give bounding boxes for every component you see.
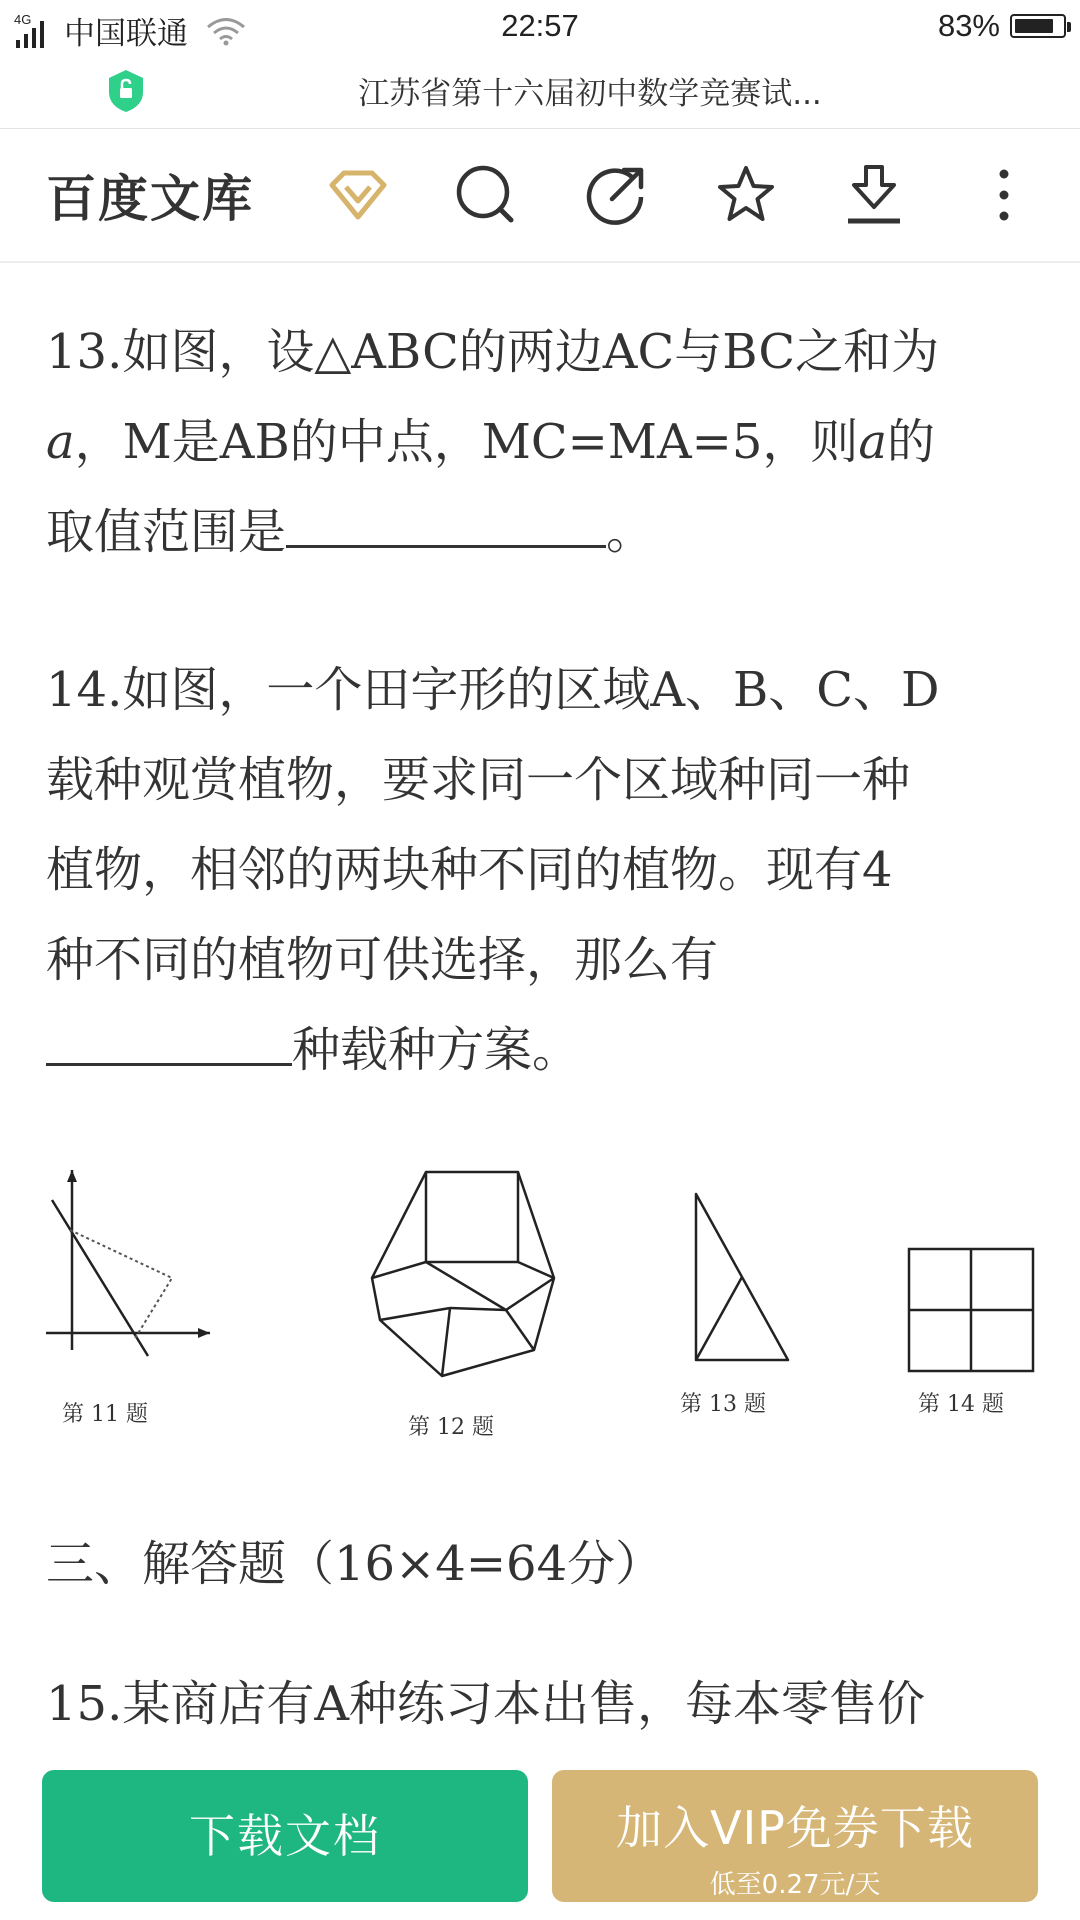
question-13 <box>46 307 1036 577</box>
vip-diamond-icon[interactable] <box>326 163 390 227</box>
download-document-button[interactable] <box>42 1770 528 1902</box>
q14-line-5 <box>46 1005 1036 1095</box>
app-header <box>0 129 1080 261</box>
q13-line-3-end: 。 <box>606 504 655 560</box>
search-icon[interactable] <box>454 163 518 227</box>
figure-14-caption: 第 14 题 <box>918 1392 1004 1417</box>
q13-line-2-text: ，M是AB的中点，MC=MA=5，则 <box>74 414 859 470</box>
download-button-label: 下载文档 <box>189 1809 381 1863</box>
figure-13-caption: 第 13 题 <box>680 1392 766 1417</box>
battery-icon <box>1010 14 1066 38</box>
carrier-name: 中国联通 <box>64 16 188 51</box>
vip-button-subtitle: 低至0.27元/天 <box>709 1870 881 1900</box>
download-icon[interactable] <box>842 163 906 227</box>
figure-11-caption: 第 11 题 <box>62 1402 148 1427</box>
network-type: 4G <box>14 11 32 27</box>
share-icon[interactable] <box>584 163 648 227</box>
answer-blank <box>286 495 606 548</box>
security-shield-icon[interactable] <box>106 68 146 114</box>
figures-row <box>0 1140 1080 1460</box>
status-bar <box>0 0 1080 56</box>
variable-a: a <box>46 414 75 470</box>
status-right <box>938 8 1066 44</box>
figure-14 <box>906 1246 1036 1376</box>
variable-a: a <box>858 414 888 470</box>
figure-12-caption: 第 12 题 <box>408 1415 494 1440</box>
vip-button-label: 加入VIP免券下载 <box>616 1801 974 1855</box>
q14-line-3: 植物，相邻的两块种不同的植物。现有4 <box>46 842 893 898</box>
answer-blank <box>46 1013 292 1066</box>
brand-logo: 百度文库 <box>46 170 254 228</box>
question-14 <box>46 645 1036 1095</box>
q14-line-1: 14.如图，一个田字形的区域A、B、C、D <box>46 662 940 718</box>
more-icon[interactable] <box>972 163 1036 227</box>
figure-11 <box>40 1170 220 1360</box>
q14-line-2: 载种观赏植物，要求同一个区域种同一种 <box>46 752 911 808</box>
browser-url-bar[interactable] <box>0 56 1080 128</box>
q14-line-5-text: 种载种方案。 <box>292 1022 581 1078</box>
divider <box>0 261 1080 263</box>
join-vip-button[interactable] <box>552 1770 1038 1902</box>
q13-line-2 <box>46 397 1036 487</box>
figure-12 <box>366 1170 566 1402</box>
star-icon[interactable] <box>714 163 778 227</box>
question-15-line-1: 15.某商店有A种练习本出售，每本零售价 <box>46 1676 926 1732</box>
page-title[interactable]: 江苏省第十六届初中数学竞赛试... <box>358 76 822 112</box>
q13-line-3 <box>46 487 1036 577</box>
figure-13 <box>688 1190 794 1376</box>
q14-line-4: 种不同的植物可供选择，那么有 <box>46 932 719 988</box>
battery-text: 83% <box>937 8 1000 43</box>
battery-fill <box>1015 19 1053 33</box>
q13-line-3-text: 取值范围是 <box>46 504 287 560</box>
q13-line-2-end: 的 <box>887 414 936 470</box>
q13-line-1: 13.如图，设△ABC的两边AC与BC之和为 <box>46 324 940 380</box>
status-time: 22:57 <box>501 8 579 43</box>
section-title: 三、解答题（16×4=64分） <box>46 1536 664 1592</box>
